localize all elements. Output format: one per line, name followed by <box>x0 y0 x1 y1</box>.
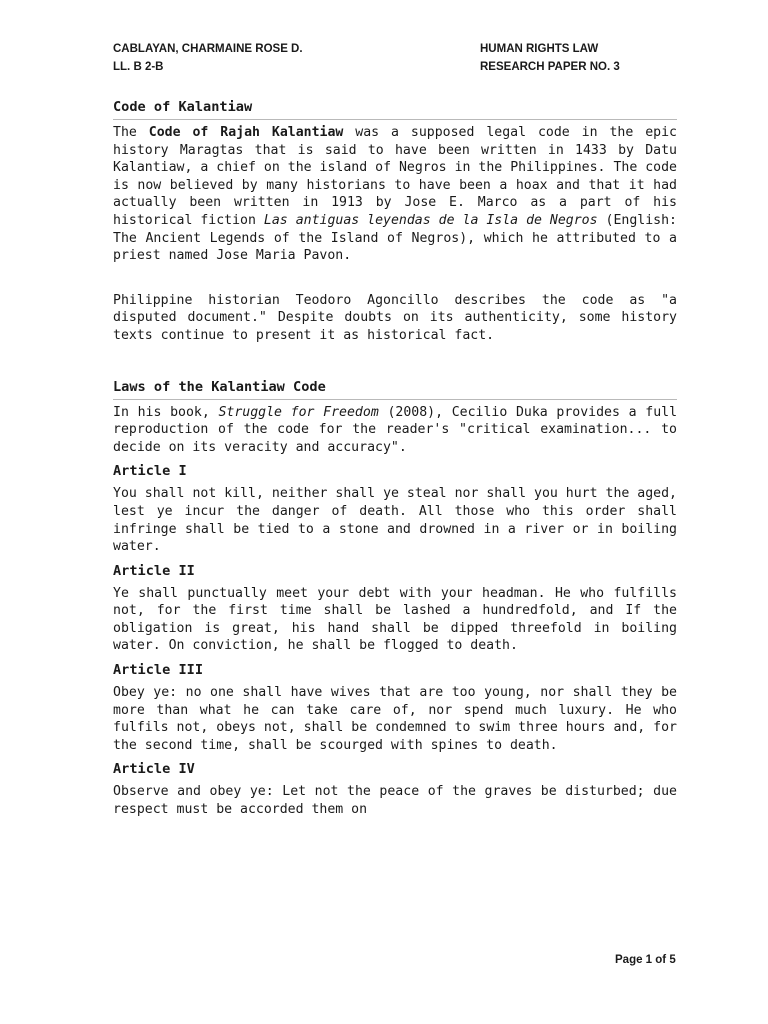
text-run: (2008), Cecilio Duka provides a full reproduction of the code for the reader's "critical examination... to decide on its veracity and accuracy". <box>113 404 678 455</box>
bold-term: Code of Rajah Kalantiaw <box>148 125 344 140</box>
article-4-title: Article IV <box>113 761 195 778</box>
article-4-text: Observe and obey ye: Let not the peace of the graves be disturbed; due respect must be accorded them on <box>113 784 677 818</box>
article-1-title: Article I <box>113 463 187 480</box>
text-run: (English: The Ancient Legends of the Island of Negros), which he attributed to a priest named Jose Maria Pavon. <box>113 212 677 264</box>
text-run: was a supposed legal code in the epic history Maragtas that is said to have been written in 1433 by Datu Kalantiaw, a chief on the island of Negros in the Philippines. The code is now believed by many historians to have been a hoax and that it had actually been written in 1913 by Jose E. Marco as a part of his historical fiction <box>113 125 677 228</box>
section-heading-code: Code of Kalantiaw <box>113 96 677 120</box>
course-name: HUMAN RIGHTS LAW <box>480 43 599 55</box>
class-section: LL. B 2-B <box>113 61 164 73</box>
italic-book-title: Struggle for Freedom <box>218 404 379 420</box>
text-run: In his book, <box>113 404 219 420</box>
article-2-text: Ye shall punctually meet your debt with your headman. He who fulfills not, for the first time shall be lashed a hundredfold, and If the obligation is great, his hand shall be dipped threefold in boiling water. On conviction, he shall be flogged to death. <box>113 585 677 654</box>
paragraph-agoncillo: Philippine historian Teodoro Agoncillo describes the code as "a disputed document." Despite doubts on its authenticity, some history texts continue to present it as historical fact. <box>113 292 677 343</box>
page-number: Page 1 of 5 <box>615 954 676 966</box>
italic-title: Las antiguas leyendas de la Isla de Negros <box>263 212 598 228</box>
page-header <box>113 40 653 76</box>
article-2-title: Article II <box>113 562 195 579</box>
paragraph-intro <box>113 124 677 265</box>
author-name: CABLAYAN, CHARMAINE ROSE D. <box>113 43 303 55</box>
section-heading-laws: Laws of the Kalantiaw Code <box>113 376 677 400</box>
article-1-text: You shall not kill, neither shall ye steal nor shall you hurt the aged, lest ye incur the danger of death. All those who this order shall infringe shall be tied to a stone and drowned in a river or in boiling water. <box>113 486 677 555</box>
paragraph-duka <box>113 404 677 457</box>
text-run: The <box>113 125 149 140</box>
article-3-text: Obey ye: no one shall have wives that are too young, nor shall they be more than what he can take care of, nor spend much luxury. He who fulfils not, obeys not, shall be condemned to swim three hours and, for the second time, shall be scourged with spines to death. <box>113 685 677 753</box>
document-body <box>113 96 677 819</box>
article-3-title: Article III <box>113 662 204 679</box>
paper-number: RESEARCH PAPER NO. 3 <box>480 61 620 73</box>
